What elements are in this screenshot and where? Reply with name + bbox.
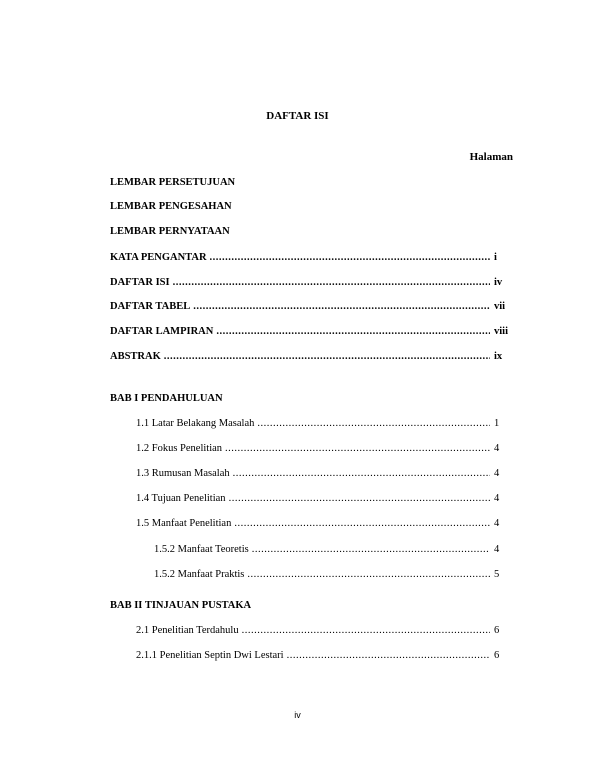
toc-entry-label: 2.1.1 Penelitian Septin Dwi Lestari (136, 650, 284, 661)
toc-entry-page: iv (494, 277, 503, 288)
chapter-heading: BAB I PENDAHULUAN (110, 393, 223, 404)
dot-leader (164, 350, 490, 364)
toc-entry (110, 200, 232, 214)
toc-entry-label: 1.5 Manfaat Penelitian (136, 518, 232, 529)
dot-leader (247, 568, 490, 582)
page-number-footer: iv (294, 710, 301, 720)
dot-leader (216, 325, 490, 339)
toc-entry-page: viii (494, 326, 509, 337)
toc-entry-label: LEMBAR PERNYATAAN (110, 226, 230, 237)
toc-entry-label: 1.5.2 Manfaat Praktis (154, 569, 245, 580)
toc-entry-label: 1.3 Rumusan Masalah (136, 468, 230, 479)
toc-entry-page: 4 (494, 493, 500, 504)
toc-entry-label: LEMBAR PERSETUJUAN (110, 177, 236, 188)
toc-entry (110, 350, 518, 364)
dot-leader (193, 300, 490, 314)
chapter-heading: BAB II TINJAUAN PUSTAKA (110, 600, 252, 611)
toc-entry (110, 325, 518, 339)
toc-entry-label: DAFTAR ISI (110, 277, 170, 288)
toc-entry-label: DAFTAR LAMPIRAN (110, 326, 214, 337)
dot-leader (257, 417, 490, 431)
toc-entry (154, 543, 504, 557)
toc-entry (136, 467, 504, 481)
toc-entry (110, 251, 518, 265)
toc-entry-label: 1.2 Fokus Penelitian (136, 443, 223, 454)
toc-entry-page: 6 (494, 650, 500, 661)
dot-leader (234, 517, 490, 531)
toc-entry-page: i (494, 252, 497, 263)
toc-entry (110, 300, 518, 314)
toc-entry-page: 4 (494, 443, 500, 454)
dot-leader (229, 492, 490, 506)
toc-entry-label: 1.4 Tujuan Penelitian (136, 493, 226, 504)
toc-entry-label: ABSTRAK (110, 351, 161, 362)
toc-entry-label: 1.5.2 Manfaat Teoretis (154, 544, 249, 555)
toc-entry (136, 442, 504, 456)
toc-entry-page: 4 (494, 468, 500, 479)
dot-leader (210, 251, 490, 265)
toc-entry-page: 6 (494, 625, 500, 636)
page-title: DAFTAR ISI (266, 110, 329, 122)
dot-leader (252, 543, 490, 557)
toc-entry-page: vii (494, 301, 506, 312)
toc-entry-page: 5 (494, 569, 500, 580)
toc-entry (136, 649, 504, 663)
page-column-header: Halaman (469, 151, 513, 163)
toc-entry-label: 1.1 Latar Belakang Masalah (136, 418, 255, 429)
dot-leader (287, 649, 490, 663)
toc-entry-label: 2.1 Penelitian Terdahulu (136, 625, 239, 636)
toc-entry-page: ix (494, 351, 503, 362)
dot-leader (225, 442, 490, 456)
dot-leader (242, 624, 490, 638)
dot-leader (233, 467, 490, 481)
toc-entry-label: KATA PENGANTAR (110, 252, 207, 263)
toc-entry (154, 568, 504, 582)
toc-entry-page: 4 (494, 518, 500, 529)
toc-entry-page: 4 (494, 544, 500, 555)
toc-entry-label: DAFTAR TABEL (110, 301, 191, 312)
dot-leader (173, 276, 490, 290)
toc-entry (110, 276, 518, 290)
toc-entry (136, 492, 504, 506)
toc-entry (110, 225, 230, 239)
toc-entry (136, 417, 504, 431)
toc-entry-page: 1 (494, 418, 500, 429)
toc-entry (110, 176, 235, 190)
toc-entry (136, 517, 504, 531)
toc-entry-label: LEMBAR PENGESAHAN (110, 201, 232, 212)
toc-entry (136, 624, 504, 638)
